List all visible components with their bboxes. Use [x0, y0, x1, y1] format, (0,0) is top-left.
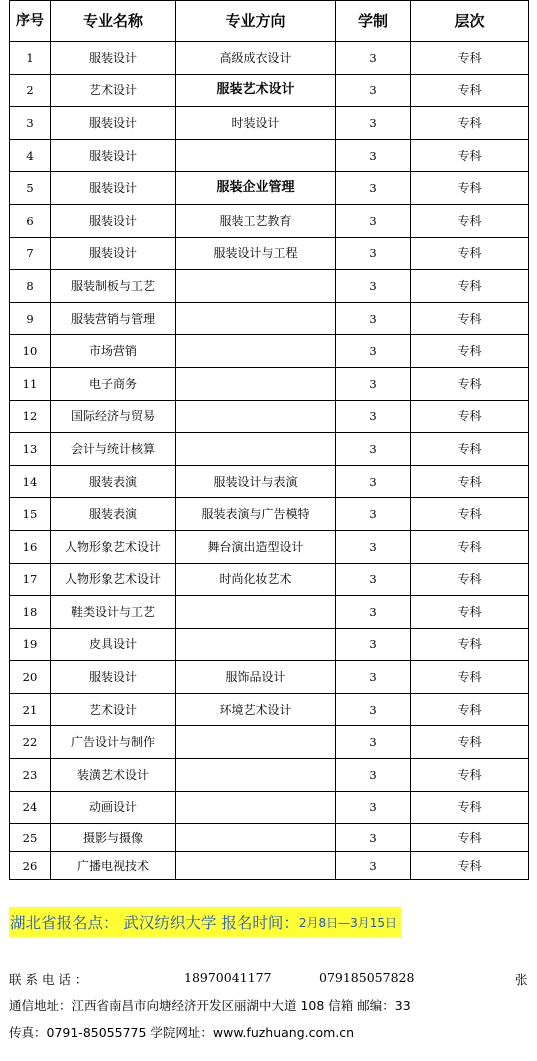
row-major-name: 服装设计 — [51, 237, 176, 270]
row-direction: 时装设计 — [176, 107, 336, 140]
row-major-name: 服装设计 — [51, 661, 176, 694]
row-level: 专科 — [411, 139, 529, 172]
row-direction: 高级成衣设计 — [176, 42, 336, 75]
header-direction: 专业方向 — [176, 1, 336, 42]
table-row — [10, 563, 529, 596]
row-level: 专科 — [411, 204, 529, 237]
row-index: 15 — [10, 498, 51, 531]
row-index: 12 — [10, 400, 51, 433]
row-direction — [176, 433, 336, 466]
row-level: 专科 — [411, 74, 529, 107]
row-direction: 服装设计与工程 — [176, 237, 336, 270]
row-major-name: 服装表演 — [51, 465, 176, 498]
row-level: 专科 — [411, 367, 529, 400]
row-years: 3 — [336, 335, 411, 368]
table-row — [10, 107, 529, 140]
table-row — [10, 139, 529, 172]
row-years: 3 — [336, 204, 411, 237]
row-years: 3 — [336, 824, 411, 852]
row-direction — [176, 139, 336, 172]
row-index: 16 — [10, 530, 51, 563]
table-row — [10, 759, 529, 792]
row-direction: 服装表演与广告模特 — [176, 498, 336, 531]
table-row — [10, 42, 529, 75]
banner-dates: 2月8日—3月15日 — [298, 915, 398, 930]
row-direction — [176, 824, 336, 852]
row-index: 25 — [10, 824, 51, 852]
row-years: 3 — [336, 270, 411, 303]
row-direction — [176, 302, 336, 335]
row-direction — [176, 628, 336, 661]
row-index: 21 — [10, 693, 51, 726]
row-level: 专科 — [411, 498, 529, 531]
row-major-name: 电子商务 — [51, 367, 176, 400]
row-years: 3 — [336, 42, 411, 75]
row-level: 专科 — [411, 824, 529, 852]
row-major-name: 广告设计与制作 — [51, 726, 176, 759]
row-index: 3 — [10, 107, 51, 140]
row-major-name: 装潢艺术设计 — [51, 759, 176, 792]
row-level: 专科 — [411, 661, 529, 694]
row-years: 3 — [336, 139, 411, 172]
row-major-name: 会计与统计核算 — [51, 433, 176, 466]
row-major-name: 广播电视技术 — [51, 852, 176, 880]
row-years: 3 — [336, 465, 411, 498]
table-row — [10, 530, 529, 563]
row-level: 专科 — [411, 563, 529, 596]
row-level: 专科 — [411, 270, 529, 303]
row-index: 26 — [10, 852, 51, 880]
row-index: 6 — [10, 204, 51, 237]
header-level: 层次 — [411, 1, 529, 42]
row-years: 3 — [336, 367, 411, 400]
row-index: 24 — [10, 791, 51, 824]
row-major-name: 动画设计 — [51, 791, 176, 824]
row-years: 3 — [336, 498, 411, 531]
row-major-name: 服装表演 — [51, 498, 176, 531]
row-direction — [176, 791, 336, 824]
row-direction: 舞台演出造型设计 — [176, 530, 336, 563]
row-direction: 服装艺术设计 — [176, 74, 336, 107]
row-direction — [176, 270, 336, 303]
row-direction — [176, 367, 336, 400]
row-level: 专科 — [411, 42, 529, 75]
row-level: 专科 — [411, 791, 529, 824]
row-direction: 时尚化妆艺术 — [176, 563, 336, 596]
row-major-name: 服装设计 — [51, 139, 176, 172]
row-years: 3 — [336, 661, 411, 694]
row-index: 10 — [10, 335, 51, 368]
row-direction: 环境艺术设计 — [176, 693, 336, 726]
row-direction: 服装设计与表演 — [176, 465, 336, 498]
row-direction — [176, 335, 336, 368]
row-years: 3 — [336, 759, 411, 792]
row-index: 22 — [10, 726, 51, 759]
row-level: 专科 — [411, 302, 529, 335]
contact-fax-website: 传真：0791-85055775 学院网址：www.fuzhuang.com.cn — [9, 1025, 355, 1040]
row-direction — [176, 759, 336, 792]
row-index: 8 — [10, 270, 51, 303]
row-major-name: 艺术设计 — [51, 74, 176, 107]
row-direction — [176, 726, 336, 759]
row-major-name: 摄影与摄像 — [51, 824, 176, 852]
contact-address: 通信地址：江西省南昌市向塘经济开发区丽湖中大道 108 信箱 邮编：33 — [9, 998, 411, 1013]
table-row — [10, 367, 529, 400]
table-row — [10, 465, 529, 498]
table-row — [10, 237, 529, 270]
row-major-name: 皮具设计 — [51, 628, 176, 661]
row-level: 专科 — [411, 596, 529, 629]
header-name: 专业名称 — [51, 1, 176, 42]
header-years: 学制 — [336, 1, 411, 42]
row-major-name: 服装设计 — [51, 204, 176, 237]
row-index: 14 — [10, 465, 51, 498]
table-row — [10, 824, 529, 852]
row-index: 23 — [10, 759, 51, 792]
row-direction — [176, 852, 336, 880]
row-years: 3 — [336, 726, 411, 759]
table-row — [10, 852, 529, 880]
row-direction: 服饰品设计 — [176, 661, 336, 694]
table-row — [10, 726, 529, 759]
row-direction — [176, 596, 336, 629]
row-major-name: 艺术设计 — [51, 693, 176, 726]
table-row — [10, 498, 529, 531]
row-index: 7 — [10, 237, 51, 270]
row-major-name: 服装设计 — [51, 172, 176, 205]
row-index: 4 — [10, 139, 51, 172]
table-row — [10, 74, 529, 107]
table-row — [10, 693, 529, 726]
row-major-name: 人物形象艺术设计 — [51, 530, 176, 563]
phone-number-1: 18970041177 — [184, 970, 272, 985]
row-major-name: 服装设计 — [51, 107, 176, 140]
row-level: 专科 — [411, 693, 529, 726]
row-index: 9 — [10, 302, 51, 335]
row-level: 专科 — [411, 107, 529, 140]
row-level: 专科 — [411, 726, 529, 759]
row-index: 13 — [10, 433, 51, 466]
row-direction: 服装工艺教育 — [176, 204, 336, 237]
row-years: 3 — [336, 172, 411, 205]
row-major-name: 服装营销与管理 — [51, 302, 176, 335]
table-header-row — [10, 1, 529, 42]
row-years: 3 — [336, 237, 411, 270]
row-level: 专科 — [411, 400, 529, 433]
row-years: 3 — [336, 693, 411, 726]
row-level: 专科 — [411, 433, 529, 466]
registration-banner — [9, 907, 401, 937]
row-years: 3 — [336, 400, 411, 433]
table-row — [10, 628, 529, 661]
row-level: 专科 — [411, 237, 529, 270]
row-index: 18 — [10, 596, 51, 629]
phone-label: 联 系 电 话 ： — [9, 972, 88, 987]
row-index: 19 — [10, 628, 51, 661]
row-direction — [176, 400, 336, 433]
phone-number-2: 079185057828 — [319, 970, 415, 985]
row-index: 1 — [10, 42, 51, 75]
table-row — [10, 270, 529, 303]
table-row — [10, 433, 529, 466]
table-row — [10, 335, 529, 368]
row-years: 3 — [336, 596, 411, 629]
row-major-name: 市场营销 — [51, 335, 176, 368]
contact-name-fragment: 张 — [515, 972, 528, 987]
row-major-name: 服装设计 — [51, 42, 176, 75]
row-level: 专科 — [411, 628, 529, 661]
row-major-name: 服装制板与工艺 — [51, 270, 176, 303]
row-years: 3 — [336, 563, 411, 596]
row-years: 3 — [336, 107, 411, 140]
row-direction: 服装企业管理 — [176, 172, 336, 205]
row-years: 3 — [336, 852, 411, 880]
row-years: 3 — [336, 302, 411, 335]
banner-text: 湖北省报名点： 武汉纺织大学 报名时间： — [10, 914, 299, 932]
table-row — [10, 172, 529, 205]
row-level: 专科 — [411, 759, 529, 792]
row-years: 3 — [336, 791, 411, 824]
row-years: 3 — [336, 74, 411, 107]
row-level: 专科 — [411, 530, 529, 563]
row-level: 专科 — [411, 335, 529, 368]
table-row — [10, 400, 529, 433]
row-level: 专科 — [411, 465, 529, 498]
table-row — [10, 791, 529, 824]
row-index: 17 — [10, 563, 51, 596]
table-row — [10, 661, 529, 694]
table-row — [10, 596, 529, 629]
row-index: 11 — [10, 367, 51, 400]
majors-table — [9, 0, 529, 880]
row-years: 3 — [336, 628, 411, 661]
row-major-name: 鞋类设计与工艺 — [51, 596, 176, 629]
table-row — [10, 302, 529, 335]
row-index: 5 — [10, 172, 51, 205]
row-years: 3 — [336, 530, 411, 563]
header-index: 序号 — [10, 1, 51, 42]
row-major-name: 国际经济与贸易 — [51, 400, 176, 433]
table-row — [10, 204, 529, 237]
row-index: 2 — [10, 74, 51, 107]
row-years: 3 — [336, 433, 411, 466]
row-level: 专科 — [411, 172, 529, 205]
row-major-name: 人物形象艺术设计 — [51, 563, 176, 596]
row-index: 20 — [10, 661, 51, 694]
row-level: 专科 — [411, 852, 529, 880]
